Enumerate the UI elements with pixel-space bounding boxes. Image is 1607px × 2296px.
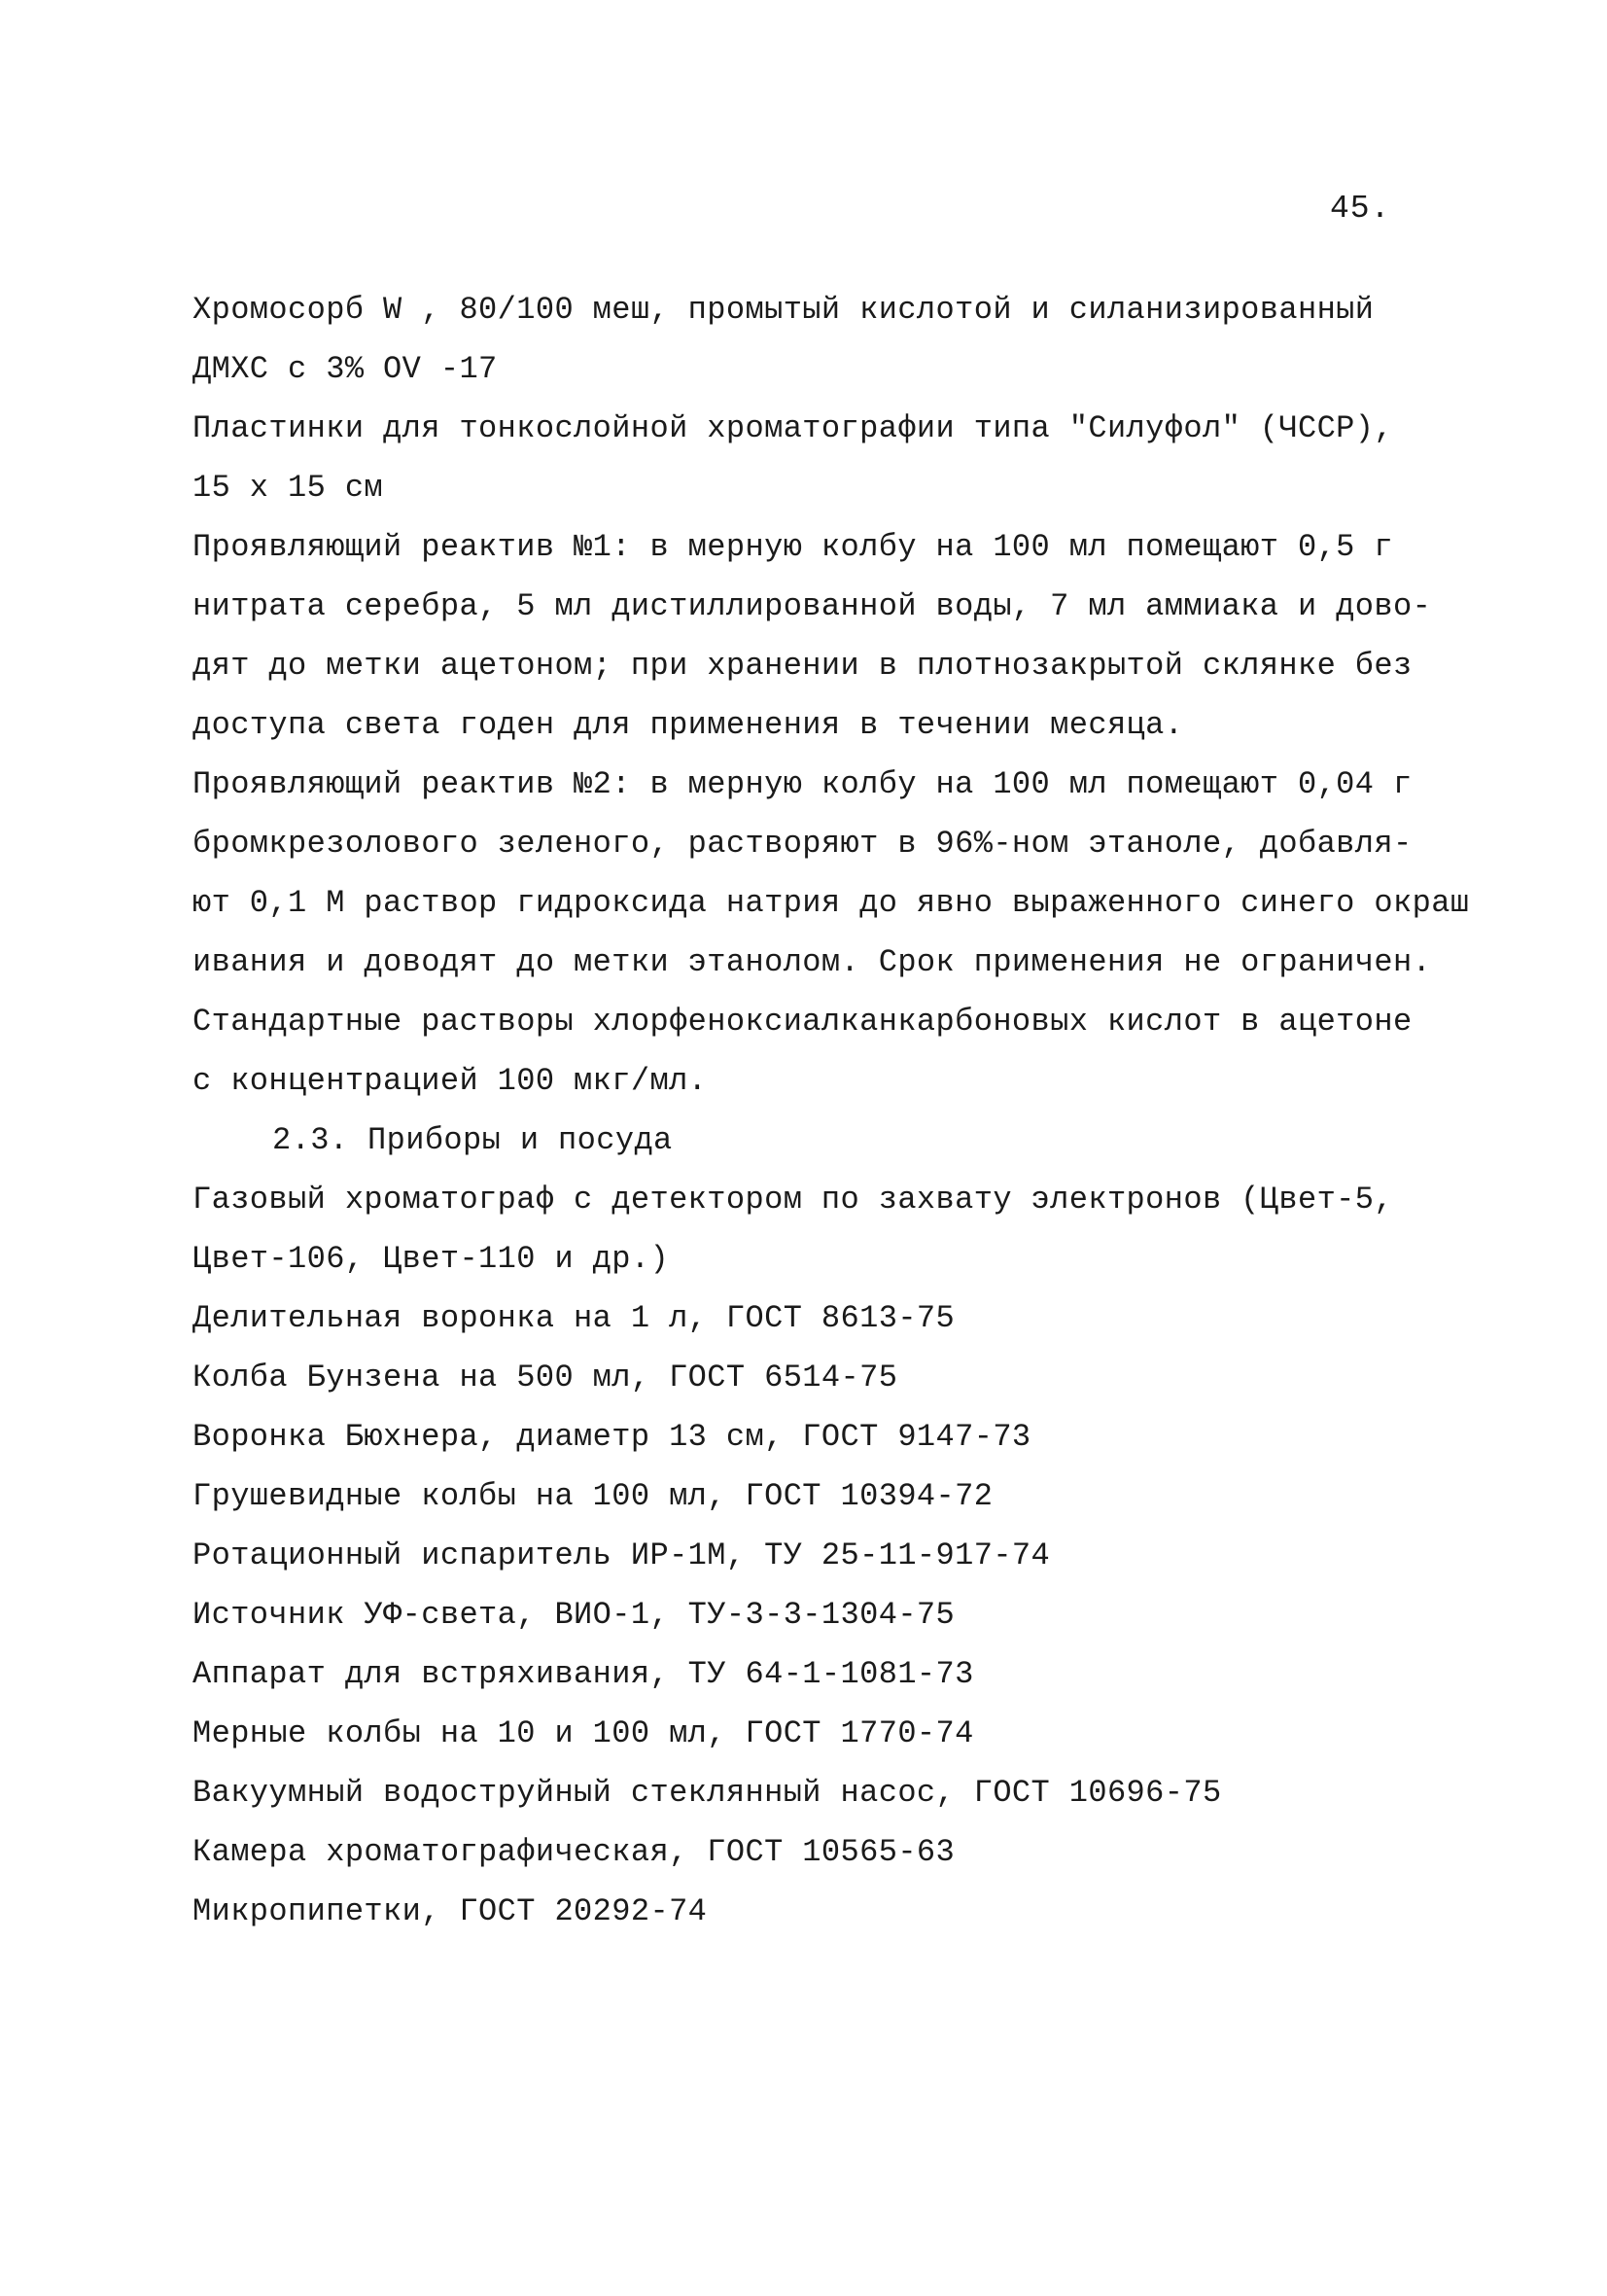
page-number: 45. (1330, 191, 1391, 227)
equipment-item: Источник УФ-света, ВИО-1, ТУ-3-3-1304-75 (192, 1597, 956, 1633)
equipment-item: Вакуумный водоструйный стеклянный насос, ГОСТ 10696-75 (192, 1775, 1222, 1811)
equipment-item: Микропипетки, ГОСТ 20292-74 (192, 1893, 708, 1929)
equipment-item: Делительная воронка на 1 л, ГОСТ 8613-75 (192, 1300, 956, 1336)
equipment-item: Воронка Бюхнера, диаметр 13 см, ГОСТ 9147-73 (192, 1419, 1031, 1455)
text-line: ДМХС с 3% OV -17 (192, 351, 498, 387)
text-line: доступа света годен для применения в течении месяца. (192, 707, 1184, 743)
text-line: 15 х 15 см (192, 470, 384, 506)
equipment-item: Аппарат для встряхивания, ТУ 64-1-1081-73 (192, 1656, 974, 1692)
text-line: с концентрацией 100 мкг/мл. (192, 1063, 708, 1099)
text-line: Стандартные растворы хлорфеноксиалканкарбоновых кислот в ацетоне (192, 1004, 1413, 1040)
text-line: Проявляющий реактив №1: в мерную колбу на 100 мл помещают 0,5 г (192, 529, 1393, 565)
text-line: Пластинки для тонкослойной хроматографии типа "Силуфол" (ЧССР), (192, 410, 1393, 446)
text-line: ют 0,1 М раствор гидроксида натрия до явно выраженного синего окраш (192, 885, 1470, 921)
equipment-item: Камера хроматографическая, ГОСТ 10565-63 (192, 1834, 956, 1870)
equipment-item: Ротационный испаритель ИР-1М, ТУ 25-11-917-74 (192, 1537, 1051, 1573)
equipment-item: Мерные колбы на 10 и 100 мл, ГОСТ 1770-74 (192, 1715, 974, 1751)
text-line: Газовый хроматограф с детектором по захвату электронов (Цвет-5, (192, 1182, 1393, 1218)
section-heading: 2.3. Приборы и посуда (272, 1122, 673, 1158)
text-line: ивания и доводят до метки этанолом. Срок применения не ограничен. (192, 944, 1432, 980)
text-line: Проявляющий реактив №2: в мерную колбу на 100 мл помещают 0,04 г (192, 766, 1413, 802)
text-line: дят до метки ацетоном; при хранении в плотнозакрытой склянке без (192, 648, 1413, 684)
document-body (192, 280, 1470, 1941)
text-line: Цвет-106, Цвет-110 и др.) (192, 1241, 670, 1277)
text-line: Хромосорб W , 80/100 меш, промытый кислотой и силанизированный (192, 292, 1375, 328)
equipment-item: Колба Бунзена на 500 мл, ГОСТ 6514-75 (192, 1360, 898, 1395)
text-line: бромкрезолового зеленого, растворяют в 96%-ном этаноле, добавля- (192, 826, 1413, 862)
text-line: нитрата серебра, 5 мл дистиллированной воды, 7 мл аммиака и дово- (192, 588, 1432, 624)
equipment-item: Грушевидные колбы на 100 мл, ГОСТ 10394-72 (192, 1478, 994, 1514)
